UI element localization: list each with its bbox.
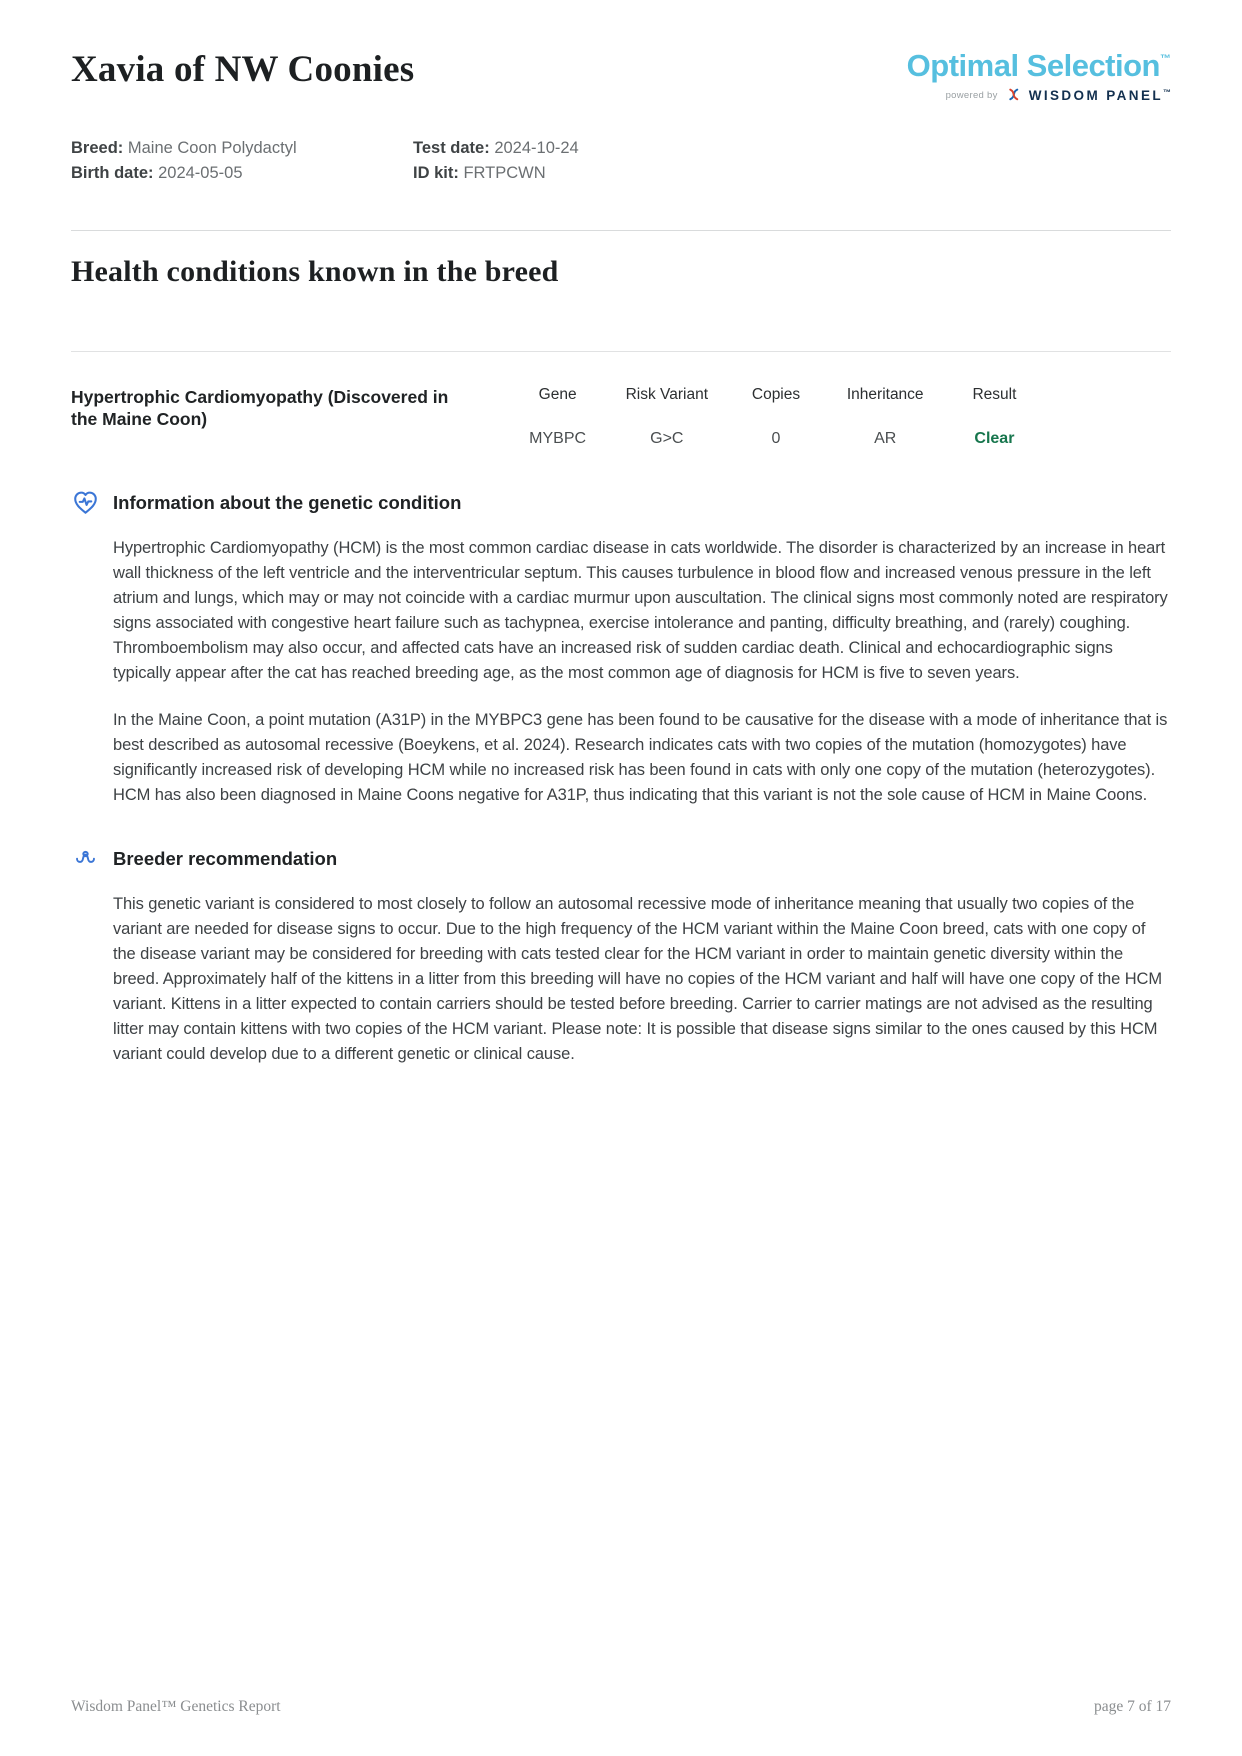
inheritance-value: AR [874,430,897,447]
brand-trademark: ™ [1160,53,1171,65]
heart-pulse-icon [71,488,100,517]
id-kit-value: FRTPCWN [463,164,546,182]
gene-column [503,386,612,448]
risk-variant-value: G>C [650,430,684,447]
gene-value: MYBPC [529,430,587,447]
inheritance-column [831,386,940,448]
page-footer [71,1698,1171,1716]
partner-trademark: ™ [1163,88,1171,97]
copies-column [721,386,830,448]
header-divider [71,230,1171,231]
breeder-section-body [113,892,1171,1067]
breeder-section-heading: Breeder recommendation [113,847,338,869]
footer-report-title: Wisdom Panel™ Genetics Report [71,1698,281,1715]
footer-page-number: page 7 of 17 [1093,1698,1171,1715]
result-value-badge: Clear [974,430,1015,447]
birth-date-value: 2024-05-05 [158,164,243,182]
info-paragraph-1: Hypertrophic Cardiomyopathy (HCM) is the most common cardiac disease in cats worldwide. The disorder is characterized by an increase in heart wall thickness of the left ventricle and the interventricular septum. This causes turbulence in blood flow and increased venous pressure in the left atrium and lungs, which may or may not coincide with a cardiac murmur upon auscultation. The clinical signs most commonly noted are respiratory signs associated with congestive heart failure such as tachypnea, exercise intolerance and panting, difficulty breathing, and (rarely) coughing. Thromboembolism may also occur, and affected cats have an increased risk of sudden cardiac death. Clinical and echocardiographic signs typically appear after the cat has reached breeding age, as the most common age of diagnosis for HCM is five to seven years. [113,539,1168,682]
copies-value: 0 [771,430,781,447]
optimal-selection-logo [907,50,1171,81]
report-header [71,0,1171,103]
info-paragraph-2: In the Maine Coon, a point mutation (A31P) in the MYBPC3 gene has been found to be causative for the disease with a mode of inheritance that is best described as autosomal recessive (Boeykens, et al. 2024). Research indicates cats with two copies of the mutation (homozygotes) have significantly increased risk of developing HCM while no increased risk has been found in cats with only one copy of the mutation (heterozygotes). HCM has also been diagnosed in Maine Coons negative for A31P, thus indicating that this variant is not the sole cause of HCM in Maine Coons. [113,711,1168,804]
breeder-paragraph-1: This genetic variant is considered to most closely to follow an autosomal recessive mode of inheritance meaning that usually two copies of the variant are needed for disease signs to occur. Due to the high frequency of the HCM variant within the Maine Coon breed, cats with one copy of the disease variant may be considered for breeding with cats tested clear for the HCM variant in order to maintain genetic diversity within the breed. Approximately half of the kittens in a litter from this breeding will have no copies of the HCM variant and half will have one copy of the HCM variant. Kittens in a litter expected to contain carriers should be tested before breeding. Carrier to carrier matings are not advised as the resulting litter may contain kittens with two copies of the HCM variant. Please note: It is possible that disease signs similar to the ones caused by this HCM variant could develop due to a different genetic or clinical cause. [113,895,1162,1063]
breed-row [71,137,413,159]
test-date-row [413,137,1171,159]
genetic-condition-info-section [71,488,1171,808]
breed-value: Maine Coon Polydactyl [127,139,297,157]
id-kit-label: ID kit: [413,164,459,182]
test-date-label: Test date: [413,139,490,157]
breeder-section-header [71,844,1171,873]
breed-label: Breed: [71,139,124,157]
partner-text: WISDOM PANEL [1028,88,1163,103]
condition-table [71,351,1171,448]
pet-name-title: Xavia of NW Coonies [71,49,415,90]
test-date-value: 2024-10-24 [494,139,579,157]
page-title: Health conditions known in the breed [71,255,559,288]
gene-header: Gene [538,386,577,403]
result-header: Result [972,386,1017,403]
powered-by-label: powered by [945,90,998,101]
copies-header: Copies [751,386,801,403]
info-section-header [71,488,1171,517]
birth-date-row [71,162,413,184]
birth-date-label: Birth date: [71,164,154,182]
risk-variant-header: Risk Variant [625,386,708,403]
info-section-heading: Information about the genetic condition [113,491,462,513]
risk-variant-column [612,386,721,448]
id-kit-row [413,162,1171,184]
dna-helix-icon [1006,88,1021,103]
result-column [940,386,1049,448]
brand-logo [907,48,1171,103]
condition-name: Hypertrophic Cardiomyopathy (Discovered in the Maine Coon) [71,387,449,429]
table-row [71,386,1171,448]
powered-by-line [907,88,1171,103]
breeder-recommendation-section [71,844,1171,1067]
ribbon-icon [71,844,100,873]
pet-info-grid [71,137,1171,184]
info-section-body [113,536,1171,808]
inheritance-header: Inheritance [846,386,924,403]
wisdom-panel-logo [1029,88,1171,103]
condition-columns [503,386,1171,448]
brand-text: Optimal Selection [906,48,1160,83]
